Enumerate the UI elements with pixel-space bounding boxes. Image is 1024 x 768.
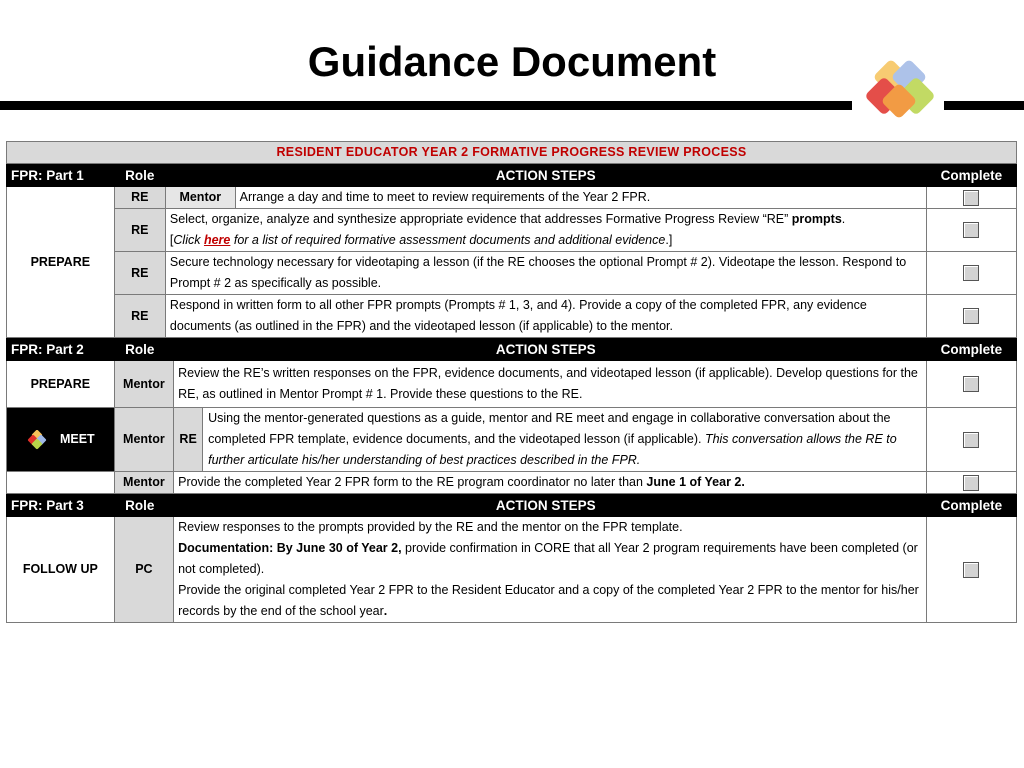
part2-label: FPR: Part 2	[7, 338, 115, 361]
overlapping-squares-logo-icon	[856, 58, 946, 134]
part1-complete-header: Complete	[926, 164, 1016, 187]
table-banner-row	[7, 142, 1017, 164]
part1-header-row	[7, 164, 1017, 187]
part2-stage-meet: MEET	[7, 408, 115, 472]
part3-header-row	[7, 494, 1017, 517]
table-row	[7, 517, 1017, 623]
complete-checkbox[interactable]	[963, 190, 979, 206]
part1-stage-prepare: PREPARE	[7, 187, 115, 338]
complete-checkbox-cell	[926, 472, 1016, 494]
part3-steps-header: ACTION STEPS	[165, 494, 926, 517]
complete-checkbox-cell	[926, 209, 1016, 252]
title-rule-right	[944, 101, 1024, 110]
part3-label: FPR: Part 3	[7, 494, 115, 517]
complete-checkbox-cell	[926, 361, 1016, 408]
row-role-secondary: RE	[174, 408, 203, 471]
row-role-secondary: Mentor	[165, 187, 235, 209]
complete-checkbox-cell	[926, 517, 1016, 623]
table-row	[7, 252, 1017, 295]
row-role: Mentor	[114, 472, 173, 494]
meet-logo-icon	[26, 430, 48, 450]
table-banner: RESIDENT EDUCATOR YEAR 2 FORMATIVE PROGRESS REVIEW PROCESS	[7, 142, 1017, 164]
part3-stage-follow-up: FOLLOW UP	[7, 517, 115, 623]
table-row	[7, 472, 1017, 494]
table-row	[7, 187, 1017, 209]
part3-role-header: Role	[114, 494, 165, 517]
complete-checkbox[interactable]	[963, 432, 979, 448]
part1-label: FPR: Part 1	[7, 164, 115, 187]
complete-checkbox[interactable]	[963, 222, 979, 238]
part1-role-header: Role	[114, 164, 165, 187]
row-action: Respond in written form to all other FPR prompts (Prompts # 1, 3, and 4). Provide a copy of the completed FPR, any evidence documents (as outlined in the FPR) and the videotaped lesson (if applicable) to the mentor.	[165, 295, 926, 338]
table-row	[7, 408, 1017, 472]
complete-checkbox[interactable]	[963, 562, 979, 578]
row-action: Provide the completed Year 2 FPR form to the RE program coordinator no later than June 1 of Year 2.	[174, 472, 927, 494]
row-role: RE	[114, 209, 165, 252]
row-action: Secure technology necessary for videotaping a lesson (if the RE chooses the optional Prompt # 2). Videotape the lesson. Respond to Prompt # 2 as specifically as possible.	[165, 252, 926, 295]
row-action: Review responses to the prompts provided by the RE and the mentor on the FPR template. Documentation: By June 30 of Year 2, provide confirmation in CORE that all Year 2 program requirements have been completed (or not completed). Provide the original completed Year 2 FPR to the Resident Educator and a copy of the completed Year 2 FPR to the mentor for his/her records by the end of the school year.	[174, 517, 927, 623]
complete-checkbox[interactable]	[963, 475, 979, 491]
row-role: PC	[114, 517, 173, 623]
title-rule-left	[0, 101, 852, 110]
row-action: Arrange a day and time to meet to review requirements of the Year 2 FPR.	[235, 187, 926, 209]
row-role: RE	[114, 252, 165, 295]
complete-checkbox-cell	[926, 252, 1016, 295]
fpr-table	[6, 141, 1017, 623]
table-row	[7, 209, 1017, 252]
part2-steps-header: ACTION STEPS	[165, 338, 926, 361]
complete-checkbox-cell	[926, 408, 1016, 472]
complete-checkbox[interactable]	[963, 308, 979, 324]
part1-steps-header: ACTION STEPS	[165, 164, 926, 187]
row-action: RE Using the mentor-generated questions as a guide, mentor and RE meet and engage in collaborative conversation about the completed FPR template, evidence documents, and the videotaped lesson (if applicable). This conversation allows the RE to further articulate his/her understanding of best practices described in the FPR.	[174, 408, 927, 472]
part2-header-row	[7, 338, 1017, 361]
row-role: Mentor	[114, 361, 173, 408]
row-role: RE	[114, 295, 165, 338]
table-row	[7, 361, 1017, 408]
complete-checkbox[interactable]	[963, 376, 979, 392]
row-action: Review the RE’s written responses on the FPR, evidence documents, and videotaped lesson (if applicable). Develop questions for the RE, as outlined in Mentor Prompt # 1. Provide these questions to the RE.	[174, 361, 927, 408]
part3-complete-header: Complete	[926, 494, 1016, 517]
row-action: Select, organize, analyze and synthesize appropriate evidence that addresses Formative Progress Review “RE” prompts. [Click here for a list of required formative assessment documents and additional evidence.]	[165, 209, 926, 252]
part2-stage-prepare: PREPARE	[7, 361, 115, 408]
row-role: RE	[114, 187, 165, 209]
complete-checkbox-cell	[926, 295, 1016, 338]
page-title: Guidance Document	[307, 38, 717, 85]
part2-role-header: Role	[114, 338, 165, 361]
row-role: Mentor	[114, 408, 173, 472]
evidence-list-link[interactable]: here	[203, 233, 231, 247]
complete-checkbox[interactable]	[963, 265, 979, 281]
table-row	[7, 295, 1017, 338]
part2-complete-header: Complete	[926, 338, 1016, 361]
empty-stage-cell	[7, 472, 115, 494]
complete-checkbox-cell	[926, 187, 1016, 209]
